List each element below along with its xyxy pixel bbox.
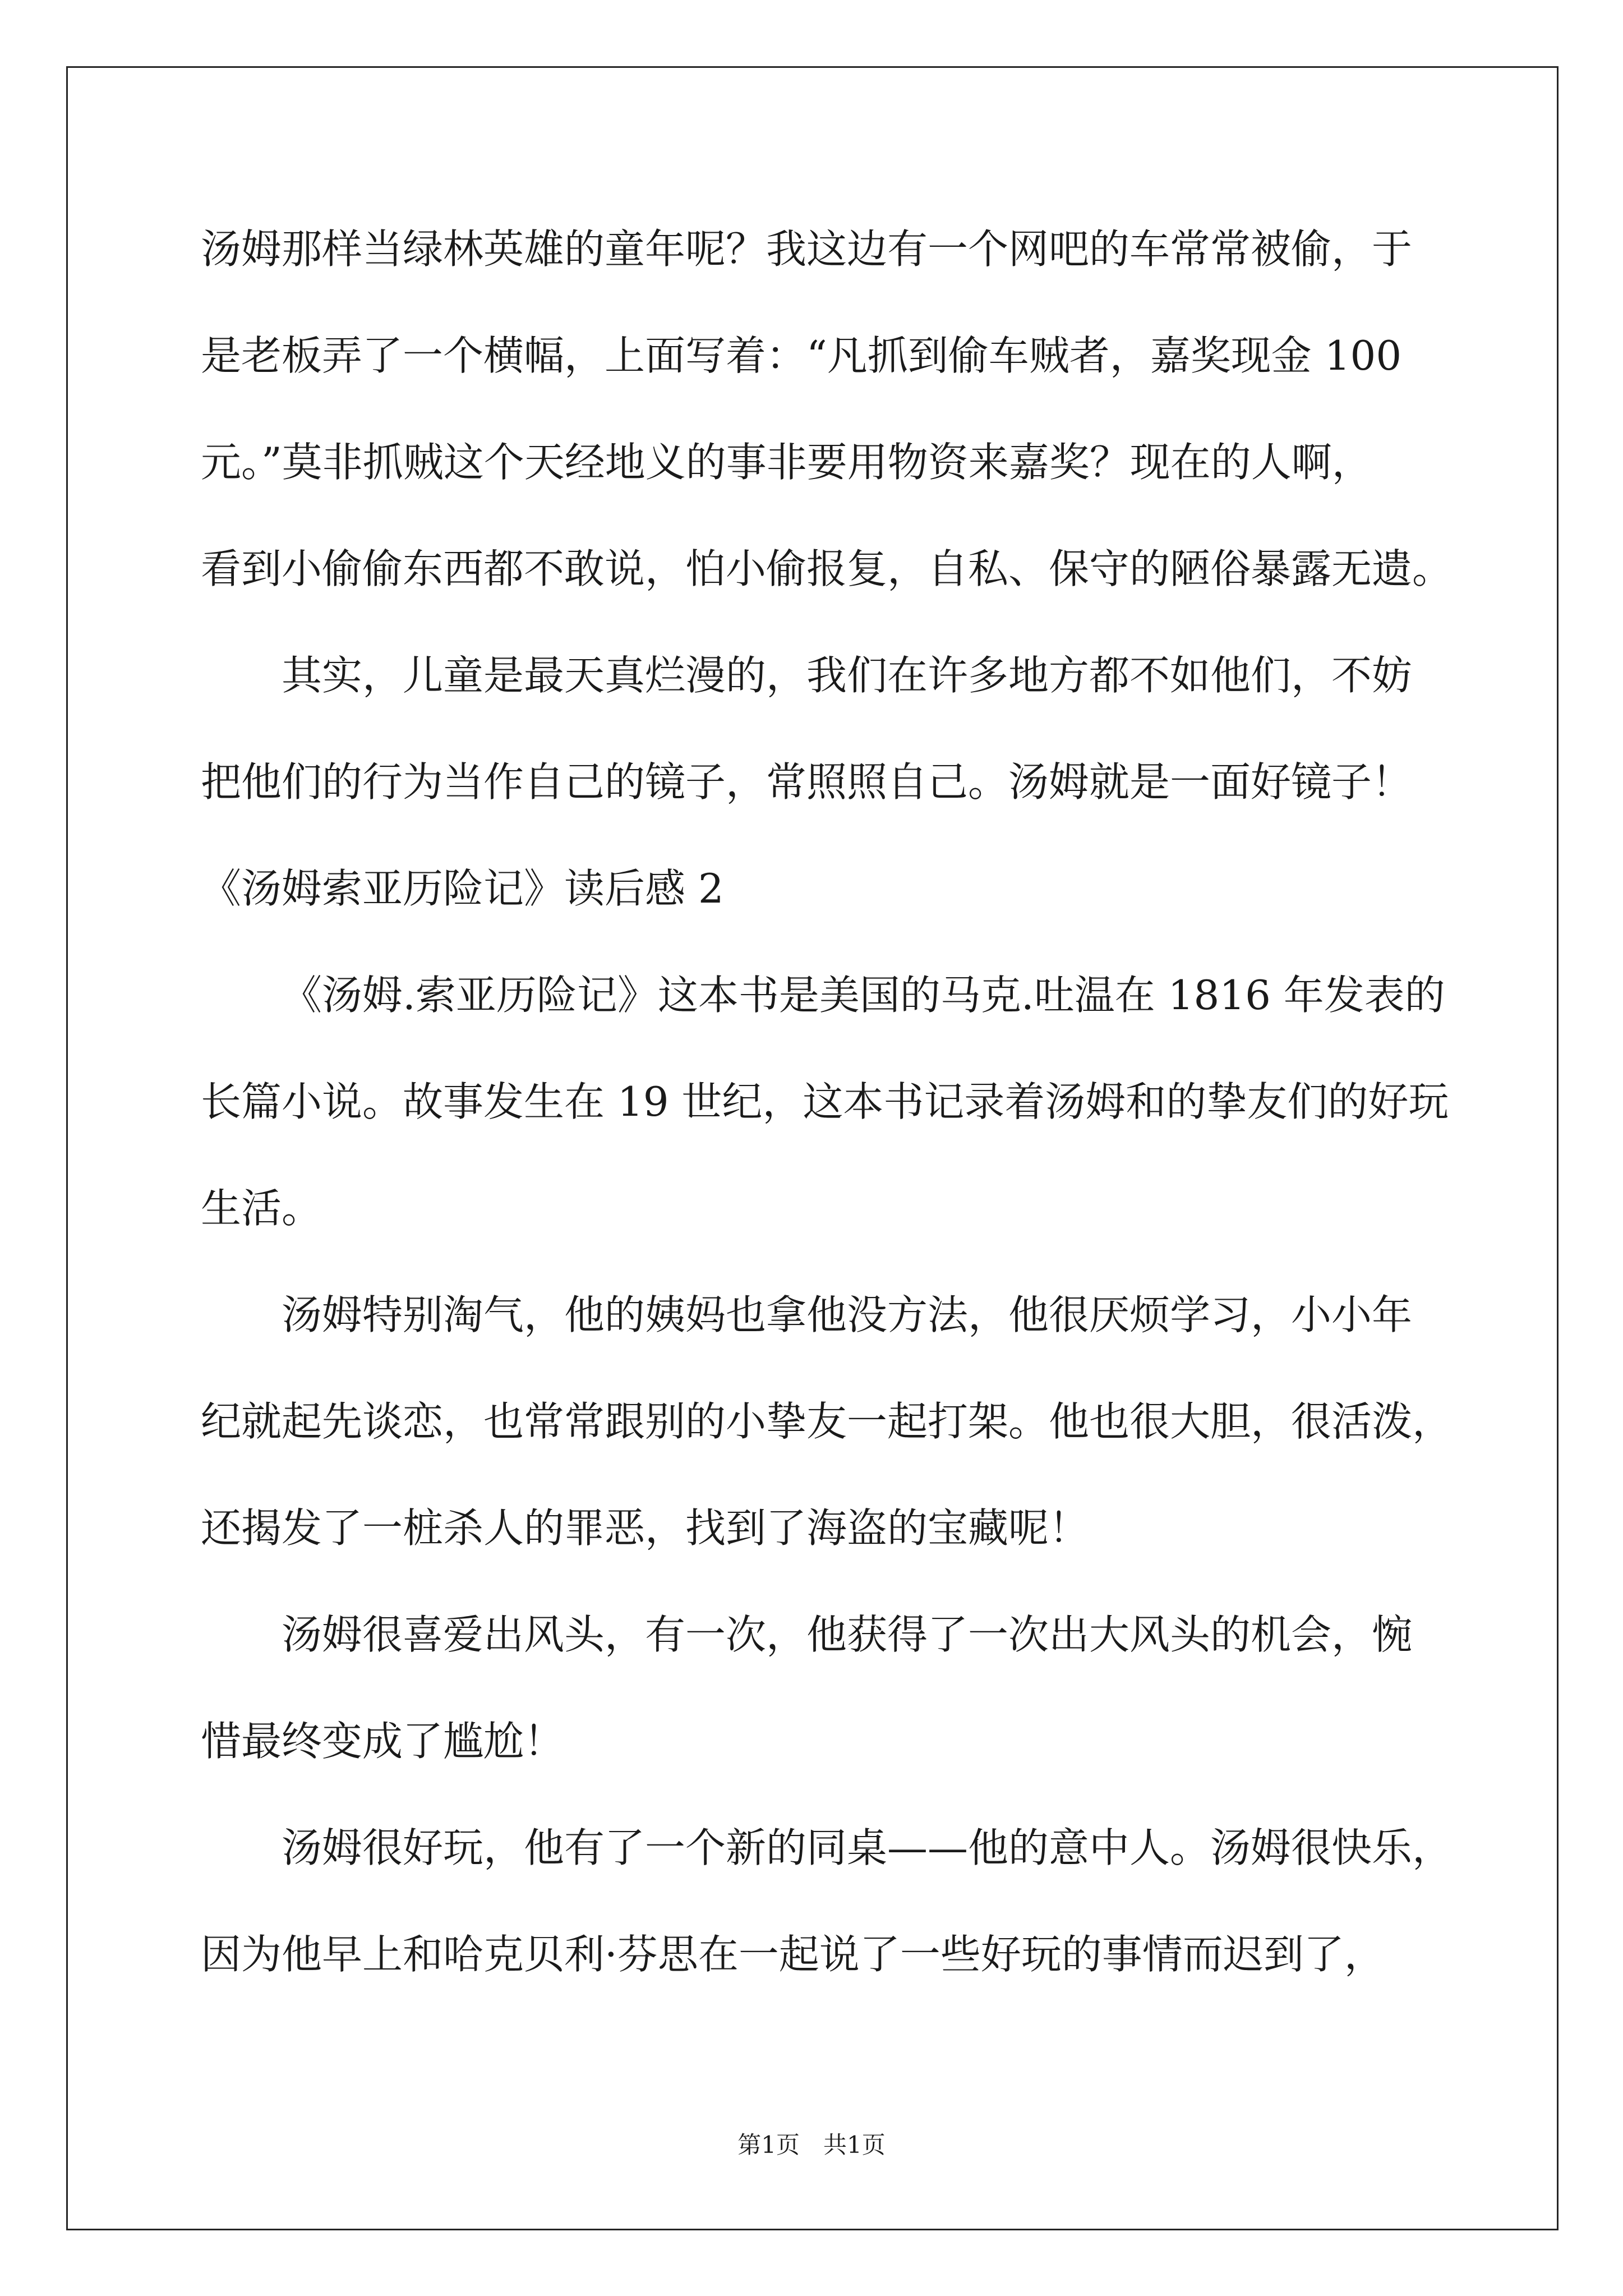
- page-footer: 第1页 共1页: [737, 2131, 886, 2159]
- paragraph: [201, 622, 1491, 835]
- essay-title: 《汤姆索亚历险记》读后感 2: [201, 865, 724, 912]
- paragraph: [201, 942, 1491, 1262]
- text-line: 汤姆很喜爱出风头，有一次，他获得了一次出大风头的机会，惋: [282, 1611, 1413, 1658]
- text-line: 汤姆特别淘气，他的姨妈也拿他没方法，他很厌烦学习，小小年: [282, 1291, 1413, 1338]
- paragraph: [201, 1581, 1491, 1795]
- text-line: 还揭发了一桩杀人的罪恶，找到了海盗的宝藏呢！: [201, 1504, 1090, 1552]
- text-line: 是老板弄了一个横幅，上面写着：“凡抓到偷车贼者，嘉奖现金 100: [201, 332, 1402, 379]
- paragraph: [201, 1795, 1491, 2008]
- text-line: 汤姆那样当绿林英雄的童年呢？我这边有一个网吧的车常常被偷，于: [201, 226, 1413, 273]
- paragraph: [201, 1262, 1491, 1581]
- text-line: 把他们的行为当作自己的镜子，常照照自己。汤姆就是一面好镜子！: [201, 758, 1413, 806]
- text-line: 看到小偷偷东西都不敢说，怕小偷报复，自私、保守的陋俗暴露无遗。: [201, 545, 1453, 592]
- paragraph: [201, 196, 1491, 622]
- text-line: 汤姆很好玩，他有了一个新的同桌——他的意中人。汤姆很快乐，: [282, 1824, 1453, 1871]
- text-line: 元。”莫非抓贼这个天经地义的事非要用物资来嘉奖？现在的人啊，: [201, 439, 1372, 486]
- text-line: 《汤姆.索亚历险记》这本书是美国的马克.吐温在 1816 年发表的: [282, 972, 1445, 1019]
- page-body: [201, 196, 1491, 2008]
- text-line: 惜最终变成了尴尬！: [201, 1718, 565, 1765]
- text-line: 生活。: [201, 1185, 322, 1232]
- text-line: 纪就起先谈恋，也常常跟别的小挚友一起打架。他也很大胆，很活泼，: [201, 1398, 1453, 1445]
- text-line: 其实，儿童是最天真烂漫的，我们在许多地方都不如他们，不妨: [282, 652, 1413, 699]
- text-line: 长篇小说。故事发生在 19 世纪，这本书记录着汤姆和的挚友们的好玩: [201, 1078, 1449, 1125]
- text-line: 因为他早上和哈克贝利·芬思在一起说了一些好玩的事情而迟到了，: [201, 1931, 1385, 1978]
